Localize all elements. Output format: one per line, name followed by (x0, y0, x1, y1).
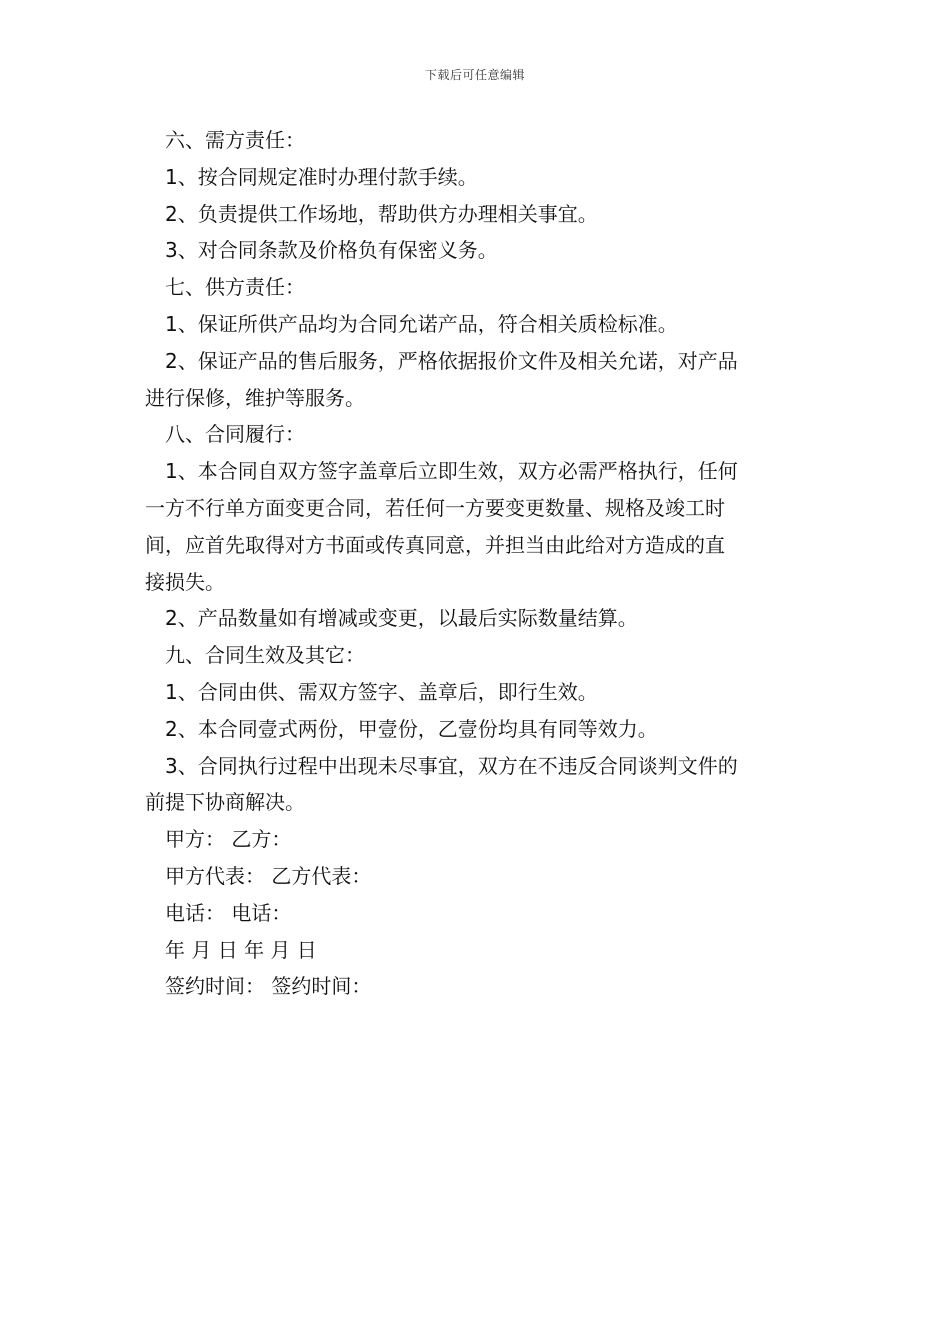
document-body (145, 122, 807, 1005)
text-line: 2、本合同壹式两份，甲壹份，乙壹份均具有同等效力。 (165, 716, 658, 741)
text-line: 年 月 日 年 月 日 (165, 937, 317, 962)
text-line: 甲方代表： 乙方代表： (165, 863, 372, 888)
text-line: 2、产品数量如有增减或变更，以最后实际数量结算。 (165, 606, 638, 631)
clause-paragraph (145, 453, 807, 600)
text-line: 1、按合同规定准时办理付款手续。 (165, 164, 478, 189)
page-header: 下载后可任意编辑 (424, 68, 525, 82)
text-line: 进行保修，维护等服务。 (145, 385, 365, 410)
text-line: 1、本合同自双方签字盖章后立即生效，双方必需严格执行，任何 (165, 459, 738, 484)
text-line: 3、对合同条款及价格负有保密义务。 (165, 238, 498, 263)
signature-representative-line (145, 858, 807, 895)
text-line: 甲方： 乙方： (165, 827, 292, 852)
text-line: 九、合同生效及其它： (165, 643, 365, 668)
section-heading-buyer-duties (145, 122, 807, 159)
text-line: 间，应首先取得对方书面或传真同意，并担当由此给对方造成的直 (145, 532, 725, 557)
clause-paragraph (145, 674, 807, 711)
text-line: 1、合同由供、需双方签字、盖章后，即行生效。 (165, 679, 598, 704)
text-line: 六、需方责任： (165, 128, 305, 152)
section-heading-supplier-duties (145, 269, 807, 306)
signature-party-line (145, 821, 807, 858)
section-heading-contract-performance (145, 416, 807, 453)
text-line: 签约时间： 签约时间： (165, 974, 372, 999)
text-line: 一方不行单方面变更合同，若任何一方要变更数量、规格及竣工时 (145, 495, 725, 520)
clause-paragraph (145, 232, 807, 269)
signature-time-line (145, 968, 807, 1005)
clause-paragraph (145, 159, 807, 196)
clause-paragraph (145, 711, 807, 748)
clause-paragraph (145, 306, 807, 343)
text-line: 七、供方责任： (165, 275, 305, 300)
text-line: 2、保证产品的售后服务，严格依据报价文件及相关允诺，对产品 (165, 348, 738, 373)
text-line: 2、负责提供工作场地，帮助供方办理相关事宜。 (165, 201, 598, 226)
signature-date-line (145, 932, 807, 969)
text-line: 前提下协商解决。 (145, 790, 305, 815)
text-line: 八、合同履行： (165, 422, 305, 447)
text-line: 接损失。 (145, 569, 225, 594)
clause-paragraph (145, 748, 807, 822)
text-line: 1、保证所供产品均为合同允诺产品，符合相关质检标准。 (165, 311, 678, 336)
clause-paragraph (145, 196, 807, 233)
section-heading-effect-and-other (145, 637, 807, 674)
signature-phone-line (145, 895, 807, 932)
text-line: 3、合同执行过程中出现未尽事宜，双方在不违反合同谈判文件的 (165, 753, 738, 778)
clause-paragraph (145, 600, 807, 637)
text-line: 电话： 电话： (165, 900, 292, 925)
clause-paragraph (145, 343, 807, 417)
